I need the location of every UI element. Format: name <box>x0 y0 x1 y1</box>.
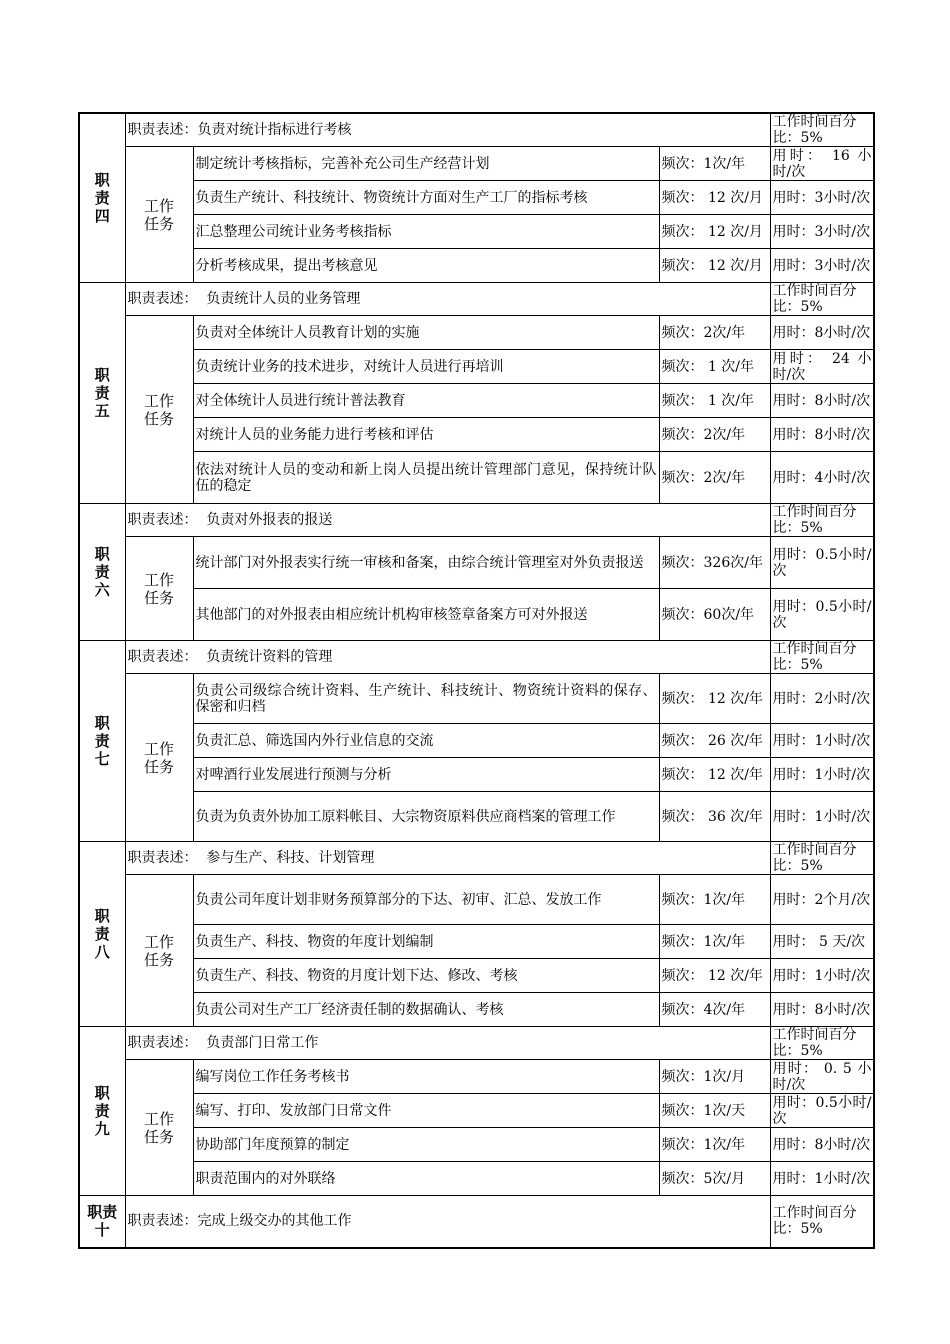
work-time-percentage: 工作时间百分比：5% <box>770 842 874 875</box>
duty-statement-row <box>79 842 874 875</box>
duty-statement: 职责表述： 负责统计资料的管理 <box>125 641 770 674</box>
task-time-spent: 用时： 16 小时/次 <box>770 147 874 181</box>
task-description: 负责为负责外协加工原料帐目、大宗物资原料供应商档案的管理工作 <box>193 792 659 842</box>
work-tasks-label-text: 工作任务 <box>143 196 174 233</box>
task-description: 负责对全体统计人员教育计划的实施 <box>193 316 659 350</box>
task-description: 制定统计考核指标，完善补充公司生产经营计划 <box>193 147 659 181</box>
work-time-percentage: 工作时间百分比：5% <box>770 641 874 674</box>
task-description: 负责公司级综合统计资料、生产统计、科技统计、物资统计资料的保存、保密和归档 <box>193 674 659 724</box>
duty-name-text: 职责六 <box>94 545 110 599</box>
task-row <box>79 1094 874 1128</box>
task-time-spent: 用时：2个月/次 <box>770 875 874 925</box>
work-time-percentage: 工作时间百分比：5% <box>770 1027 874 1060</box>
duty-name-text: 职责五 <box>94 366 110 420</box>
task-frequency: 频次： 26 次/年 <box>659 724 770 758</box>
task-frequency: 频次：326次/年 <box>659 537 770 589</box>
task-row <box>79 1162 874 1196</box>
task-time-spent: 用时：0.5小时/次 <box>770 537 874 589</box>
task-description: 其他部门的对外报表由相应统计机构审核签章备案方可对外报送 <box>193 589 659 641</box>
duty-name-text: 职责四 <box>94 171 110 225</box>
work-tasks-label <box>125 316 193 504</box>
task-time-spent: 用时：1小时/次 <box>770 724 874 758</box>
task-description: 编写、打印、发放部门日常文件 <box>193 1094 659 1128</box>
task-row <box>79 181 874 215</box>
work-tasks-label-text: 工作任务 <box>143 739 174 776</box>
task-description: 对统计人员的业务能力进行考核和评估 <box>193 418 659 452</box>
task-frequency: 频次： 1 次/年 <box>659 384 770 418</box>
task-row <box>79 1128 874 1162</box>
task-frequency: 频次：2次/年 <box>659 316 770 350</box>
task-description: 负责生产、科技、物资的月度计划下达、修改、考核 <box>193 959 659 993</box>
task-frequency: 频次：2次/年 <box>659 452 770 504</box>
task-time-spent: 用时：8小时/次 <box>770 384 874 418</box>
task-time-spent: 用时： 5 天/次 <box>770 925 874 959</box>
task-row <box>79 316 874 350</box>
task-time-spent: 用时：1小时/次 <box>770 758 874 792</box>
task-time-spent: 用时： 24 小时/次 <box>770 350 874 384</box>
task-row <box>79 350 874 384</box>
task-time-spent: 用时：8小时/次 <box>770 993 874 1027</box>
task-description: 负责公司对生产工厂经济责任制的数据确认、考核 <box>193 993 659 1027</box>
task-frequency: 频次：1次/月 <box>659 1060 770 1094</box>
task-time-spent: 用时：1小时/次 <box>770 792 874 842</box>
task-frequency: 频次：60次/年 <box>659 589 770 641</box>
task-frequency: 频次： 12 次/月 <box>659 215 770 249</box>
task-time-spent: 用时：1小时/次 <box>770 1162 874 1196</box>
duty-statement: 职责表述：完成上级交办的其他工作 <box>125 1196 770 1248</box>
work-time-percentage: 工作时间百分比：5% <box>770 283 874 316</box>
task-row <box>79 537 874 589</box>
task-description: 负责汇总、筛选国内外行业信息的交流 <box>193 724 659 758</box>
duty-statement: 职责表述： 负责统计人员的业务管理 <box>125 283 770 316</box>
work-tasks-label-text: 工作任务 <box>143 570 174 607</box>
task-row <box>79 875 874 925</box>
task-frequency: 频次： 12 次/月 <box>659 249 770 283</box>
duty-statement: 职责表述：负责对统计指标进行考核 <box>125 113 770 147</box>
task-frequency: 频次：5次/月 <box>659 1162 770 1196</box>
duty-name <box>79 283 125 504</box>
duty-statement: 职责表述： 负责对外报表的报送 <box>125 504 770 537</box>
task-row <box>79 925 874 959</box>
task-frequency: 频次：1次/年 <box>659 1128 770 1162</box>
task-time-spent: 用时：3小时/次 <box>770 249 874 283</box>
duty-name-text: 职责八 <box>94 907 110 961</box>
task-description: 负责公司年度计划非财务预算部分的下达、初审、汇总、发放工作 <box>193 875 659 925</box>
task-description: 负责生产统计、科技统计、物资统计方面对生产工厂的指标考核 <box>193 181 659 215</box>
task-frequency: 频次： 12 次/月 <box>659 181 770 215</box>
work-tasks-label <box>125 875 193 1027</box>
duty-statement-row <box>79 1196 874 1248</box>
duty-name <box>79 113 125 283</box>
task-time-spent: 用时：8小时/次 <box>770 316 874 350</box>
duty-statement-row <box>79 641 874 674</box>
duty-name <box>79 641 125 842</box>
duty-table <box>78 112 875 1249</box>
duty-name-text: 职责十 <box>87 1203 118 1240</box>
task-frequency: 频次：4次/年 <box>659 993 770 1027</box>
task-time-spent: 用时：2小时/次 <box>770 674 874 724</box>
task-frequency: 频次： 12 次/年 <box>659 674 770 724</box>
work-time-percentage: 工作时间百分比：5% <box>770 504 874 537</box>
task-time-spent: 用时：3小时/次 <box>770 181 874 215</box>
task-frequency: 频次： 12 次/年 <box>659 758 770 792</box>
task-row <box>79 147 874 181</box>
task-row <box>79 1060 874 1094</box>
task-row <box>79 249 874 283</box>
work-tasks-label-text: 工作任务 <box>143 391 174 428</box>
duty-statement-row <box>79 504 874 537</box>
work-tasks-label-text: 工作任务 <box>143 932 174 969</box>
task-row <box>79 215 874 249</box>
work-tasks-label <box>125 147 193 283</box>
task-row <box>79 384 874 418</box>
task-description: 负责统计业务的技术进步，对统计人员进行再培训 <box>193 350 659 384</box>
task-description: 职责范围内的对外联络 <box>193 1162 659 1196</box>
task-description: 汇总整理公司统计业务考核指标 <box>193 215 659 249</box>
task-frequency: 频次：2次/年 <box>659 418 770 452</box>
duty-name <box>79 1027 125 1196</box>
task-description: 对全体统计人员进行统计普法教育 <box>193 384 659 418</box>
task-description: 编写岗位工作任务考核书 <box>193 1060 659 1094</box>
duty-name-text: 职责九 <box>94 1084 110 1138</box>
task-description: 协助部门年度预算的制定 <box>193 1128 659 1162</box>
task-frequency: 频次： 36 次/年 <box>659 792 770 842</box>
duty-name <box>79 1196 125 1248</box>
duty-statement-row <box>79 283 874 316</box>
task-time-spent: 用时：8小时/次 <box>770 418 874 452</box>
task-row <box>79 674 874 724</box>
task-row <box>79 792 874 842</box>
task-row <box>79 959 874 993</box>
task-time-spent: 用时：4小时/次 <box>770 452 874 504</box>
task-description: 对啤酒行业发展进行预测与分析 <box>193 758 659 792</box>
task-time-spent: 用时：3小时/次 <box>770 215 874 249</box>
task-description: 统计部门对外报表实行统一审核和备案，由综合统计管理室对外负责报送 <box>193 537 659 589</box>
duty-statement: 职责表述： 参与生产、科技、计划管理 <box>125 842 770 875</box>
task-frequency: 频次：1次/年 <box>659 925 770 959</box>
task-row <box>79 589 874 641</box>
task-frequency: 频次：1次/年 <box>659 147 770 181</box>
task-frequency: 频次：1次/年 <box>659 875 770 925</box>
task-description: 负责生产、科技、物资的年度计划编制 <box>193 925 659 959</box>
duty-name <box>79 504 125 641</box>
duty-statement: 职责表述： 负责部门日常工作 <box>125 1027 770 1060</box>
task-frequency: 频次： 12 次/年 <box>659 959 770 993</box>
task-row <box>79 452 874 504</box>
table-body <box>79 113 874 1248</box>
work-time-percentage: 工作时间百分比：5% <box>770 1196 874 1248</box>
task-time-spent: 用时：0.5小时/次 <box>770 1094 874 1128</box>
task-frequency: 频次： 1 次/年 <box>659 350 770 384</box>
task-row <box>79 418 874 452</box>
work-tasks-label <box>125 537 193 641</box>
work-tasks-label <box>125 674 193 842</box>
duty-name-text: 职责七 <box>94 714 110 768</box>
task-frequency: 频次：1次/天 <box>659 1094 770 1128</box>
duty-statement-row <box>79 113 874 147</box>
duty-name <box>79 842 125 1027</box>
task-row <box>79 993 874 1027</box>
task-row <box>79 724 874 758</box>
task-time-spent: 用时：0.5小时/次 <box>770 589 874 641</box>
work-tasks-label-text: 工作任务 <box>143 1109 174 1146</box>
duty-statement-row <box>79 1027 874 1060</box>
task-row <box>79 758 874 792</box>
task-time-spent: 用时： 0. 5 小时/次 <box>770 1060 874 1094</box>
task-description: 分析考核成果，提出考核意见 <box>193 249 659 283</box>
work-tasks-label <box>125 1060 193 1196</box>
task-time-spent: 用时：1小时/次 <box>770 959 874 993</box>
task-time-spent: 用时：8小时/次 <box>770 1128 874 1162</box>
work-time-percentage: 工作时间百分比：5% <box>770 113 874 147</box>
task-description: 依法对统计人员的变动和新上岗人员提出统计管理部门意见，保持统计队伍的稳定 <box>193 452 659 504</box>
